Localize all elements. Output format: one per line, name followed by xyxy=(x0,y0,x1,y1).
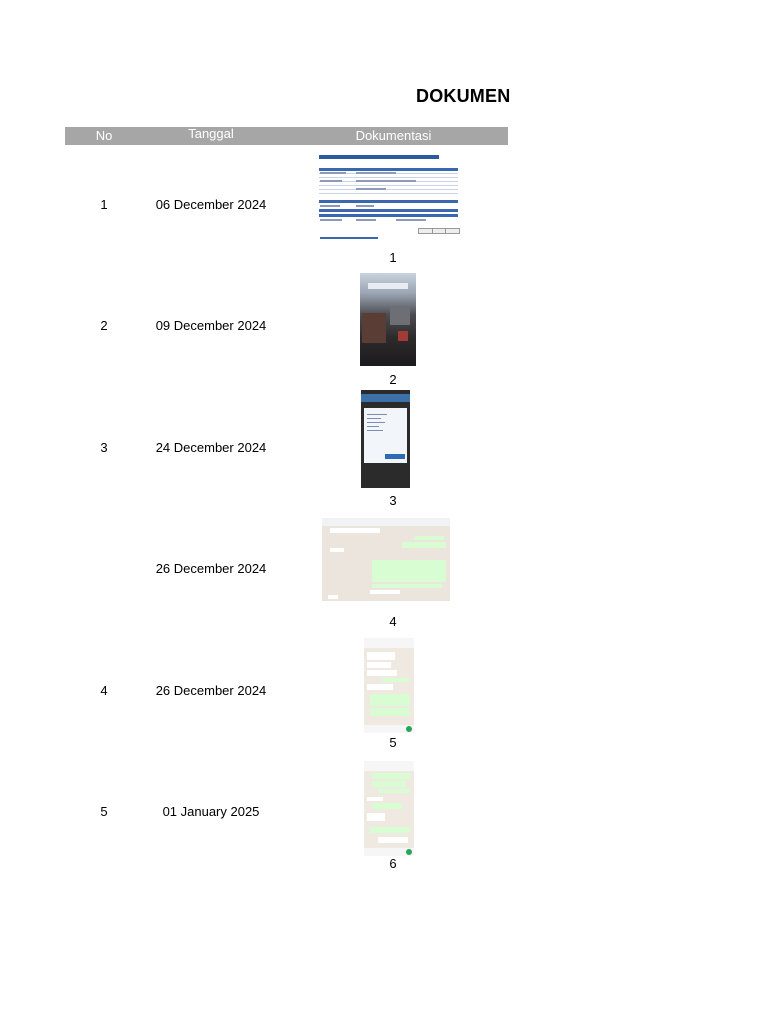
header-no: No xyxy=(95,128,113,143)
document-title: DOKUMEN xyxy=(416,86,511,106)
image-caption-2: 2 xyxy=(389,372,397,387)
row-5-date: 01 January 2025 xyxy=(162,804,260,819)
row-1-no: 1 xyxy=(100,197,108,212)
image-caption-6: 6 xyxy=(389,856,397,871)
row-4-date: 26 December 2024 xyxy=(155,683,267,698)
row-3-no: 3 xyxy=(100,440,108,455)
row-5-no: 5 xyxy=(100,804,108,819)
header-dokumentasi: Dokumentasi xyxy=(355,128,432,143)
row-3-date: 24 December 2024 xyxy=(155,440,267,455)
image-desktop-chat xyxy=(322,518,450,601)
image-phone-dialog xyxy=(361,390,410,488)
row-4a-date: 26 December 2024 xyxy=(155,561,267,576)
image-transfer-receipt xyxy=(316,152,460,242)
image-phone-chat-1 xyxy=(364,638,414,733)
table-header xyxy=(65,127,508,145)
image-phone-chat-2 xyxy=(364,761,414,856)
row-1-date: 06 December 2024 xyxy=(155,197,267,212)
header-tanggal: Tanggal xyxy=(188,126,234,141)
image-caption-5: 5 xyxy=(389,735,397,750)
row-2-no: 2 xyxy=(100,318,108,333)
image-room-photo xyxy=(360,273,416,366)
row-4-no: 4 xyxy=(100,683,108,698)
image-caption-4: 4 xyxy=(389,614,397,629)
image-caption-3: 3 xyxy=(389,493,397,508)
image-caption-1: 1 xyxy=(389,250,397,265)
row-2-date: 09 December 2024 xyxy=(155,318,267,333)
